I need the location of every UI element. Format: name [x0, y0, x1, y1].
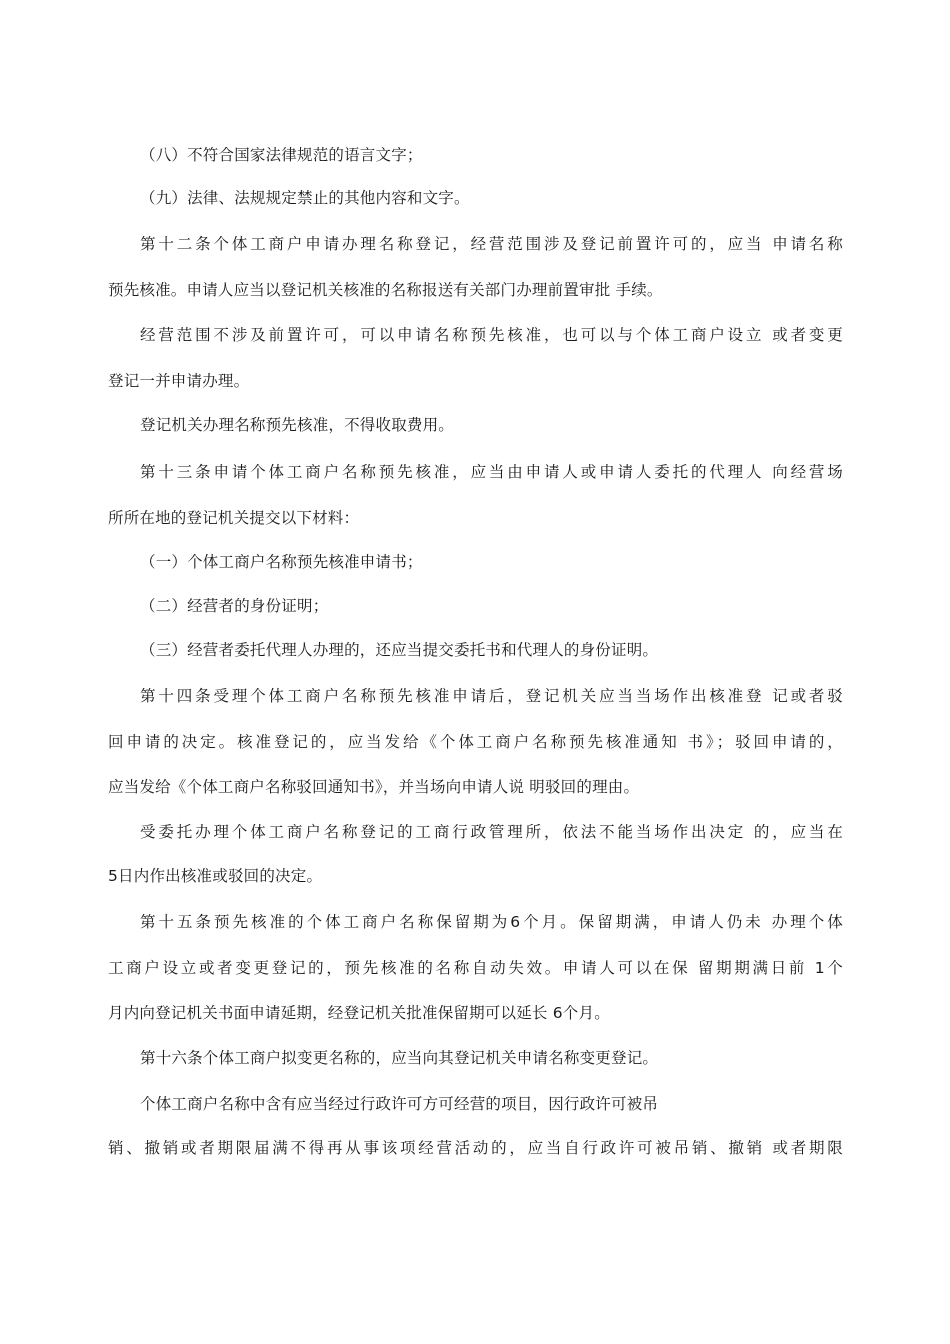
text-line: 工商户设立或者变更登记的，预先核准的名称自动失效。申请人可以在保 留期期满日前 1个	[108, 959, 843, 977]
text-line: 回申请的决定。核准登记的，应当发给《个体工商户名称预先核准通知 书》；驳回申请的，	[108, 733, 843, 751]
text-line: （三）经营者委托代理人办理的，还应当提交委托书和代理人的身份证明。	[140, 641, 659, 659]
text-line: 第十二条个体工商户申请办理名称登记，经营范围涉及登记前置许可的，应当 申请名称	[140, 235, 843, 253]
text-line: （二）经营者的身份证明；	[140, 597, 329, 615]
text-line: （八）不符合国家法律规范的语言文字；	[140, 146, 423, 164]
text-line: 第十六条个体工商户拟变更名称的，应当向其登记机关申请名称变更登记。	[140, 1049, 659, 1067]
text-line: 5日内作出核准或驳回的决定。	[108, 867, 323, 885]
text-line: （九）法律、法规规定禁止的其他内容和文字。	[140, 189, 470, 207]
text-line: 第十四条受理个体工商户名称预先核准申请后，登记机关应当当场作出核准登 记或者驳	[140, 687, 843, 705]
text-line: 登记一并申请办理。	[108, 372, 250, 390]
text-line: 销、撤销或者期限届满不得再从事该项经营活动的，应当自行政许可被吊销、撤销 或者期限	[108, 1139, 843, 1157]
text-line: 月内向登记机关书面申请延期，经登记机关批准保留期可以延长 6个月。	[108, 1004, 610, 1022]
text-line: 第十三条申请个体工商户名称预先核准，应当由申请人或申请人委托的代理人 向经营场	[140, 463, 843, 481]
text-line: 预先核准。申请人应当以登记机关核准的名称报送有关部门办理前置审批 手续。	[108, 281, 663, 299]
text-line: 个体工商户名称中含有应当经过行政许可方可经营的项目，因行政许可被吊	[140, 1095, 659, 1113]
text-line: 经营范围不涉及前置许可，可以申请名称预先核准，也可以与个体工商户设立 或者变更	[140, 326, 843, 344]
text-line: 所所在地的登记机关提交以下材料：	[108, 509, 360, 527]
text-line: 第十五条预先核准的个体工商户名称保留期为6个月。保留期满，申请人仍未 办理个体	[140, 913, 843, 931]
text-line: 登记机关办理名称预先核准，不得收取费用。	[140, 416, 455, 434]
text-line: 受委托办理个体工商户名称登记的工商行政管理所，依法不能当场作出决定 的，应当在	[140, 823, 843, 841]
text-line: 应当发给《个体工商户名称驳回通知书》，并当场向申请人说 明驳回的理由。	[108, 778, 640, 796]
text-line: （一）个体工商户名称预先核准申请书；	[140, 553, 423, 571]
